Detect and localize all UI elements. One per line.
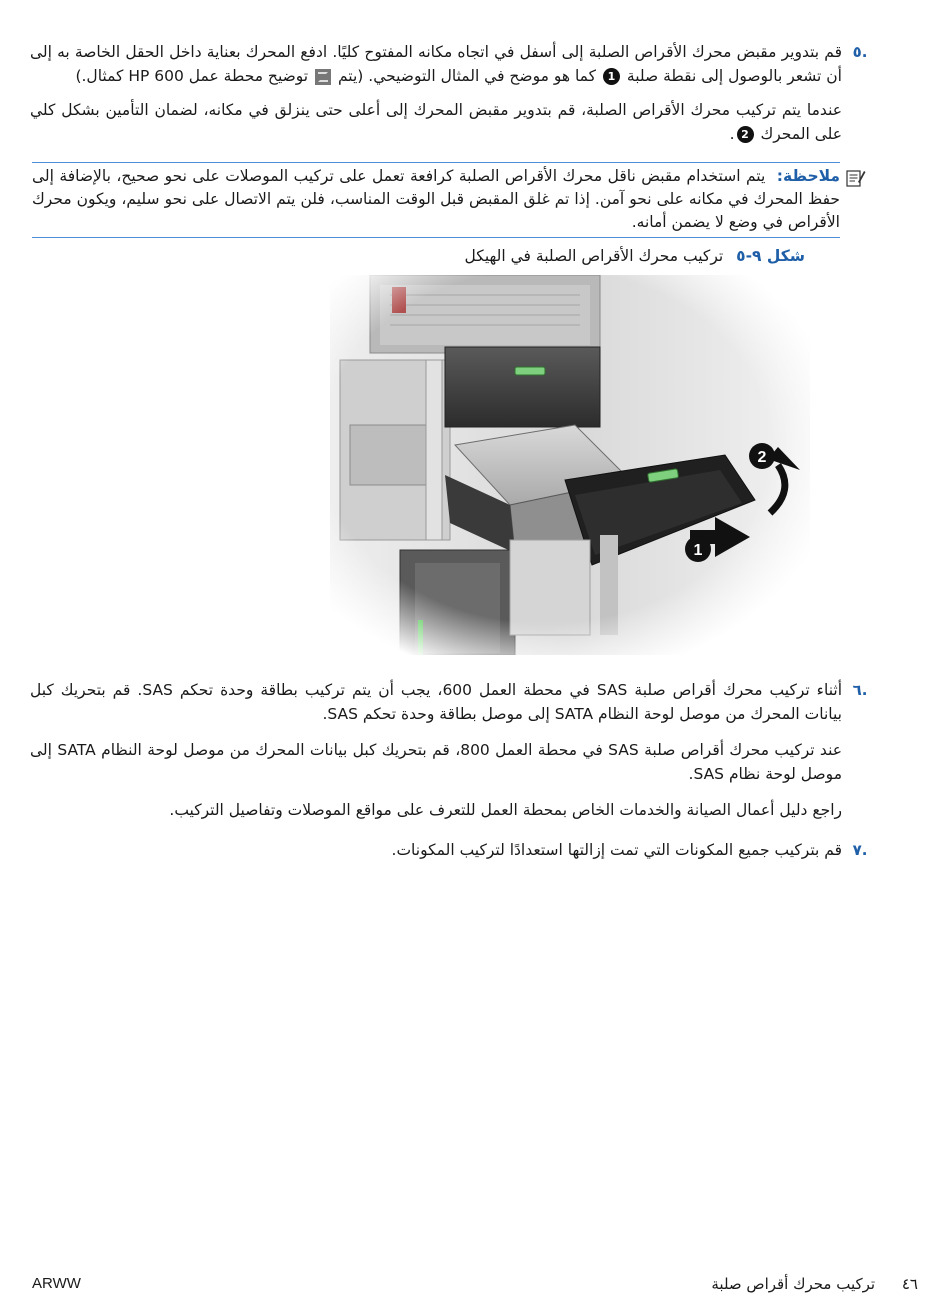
step-7-paragraph-1: قم بتركيب جميع المكونات التي تمت إزالتها استعدادًا لتركيب المكونات. (391, 841, 842, 859)
step-6-paragraph-1: أثناء تركيب محرك أقراص صلبة SAS في محطة العمل 600، يجب أن يتم تركيب بطاقة وحدة تحكم SAS. قم بتحريك كبل بيانات المحرك من موصل لوحة النظام SATA إلى موصل بطاقة وحدة تحكم SAS. (30, 681, 842, 723)
step-5-text-d: عندما يتم تركيب محرك الأقراص الصلبة، قم بتدوير مقبض المحرك إلى أعلى حتى ينزلق في مكانه، لضمان التأمين بشكل كلي على المحرك (30, 101, 842, 143)
callout-marker-2: 2 (737, 126, 754, 143)
step-5-text-c: توضيح محطة عمل HP 600 كمثال.) (75, 67, 309, 85)
figure-label: شكل ٩-٥ (736, 247, 805, 265)
step-5-period: . (729, 125, 735, 143)
step-5-text-a: قم بتدوير مقبض محرك الأقراص الصلبة إلى أسفل في اتجاه مكانه المفتوح كليًا. ادفع المحرك بعناية داخل الحقل الخاصة به إلى أن تشعر بالوصول إلى نقطة صلبة (30, 43, 842, 85)
step-5-text-b: كما هو موضح في المثال التوضيحي. (يتم (337, 67, 597, 85)
note-icon (846, 169, 866, 187)
step-number: .٧ (852, 841, 868, 859)
page-footer (32, 1275, 918, 1299)
figure-callout-1: 1 (693, 542, 703, 559)
callout-marker-1: 1 (603, 68, 620, 85)
page-number: ٤٦ (901, 1275, 918, 1293)
step-6-paragraph-2: عند تركيب محرك أقراص صلبة SAS في محطة العمل 800، قم بتحريك كبل بيانات المحرك من موصل لوحة النظام SATA إلى موصل لوحة نظام SAS. (30, 741, 842, 783)
note-box (32, 162, 840, 238)
step-number: .٥ (852, 43, 868, 61)
note-text: يتم استخدام مقبض ناقل محرك الأقراص الصلبة كرافعة تعمل على تركيب الموصلات على نحو صحيح، بالإضافة إلى حفظ المحرك في مكانه على نحو آمن. إذا تم غلق المقبض قبل الوقت المناسب، فلن يتم الاتصال على نحو سليم، ويكون محرك الأقراص في وضع لا يضمن أمانه. (32, 167, 840, 231)
step-6-paragraph-3: راجع دليل أعمال الصيانة والخدمات الخاص بمحطة العمل للتعرف على مواقع الموصلات وتفاصيل التركيب. (169, 801, 842, 819)
footer-doc-code: ARWW (32, 1275, 81, 1292)
step-6 (30, 678, 868, 822)
footer-section (711, 1275, 918, 1293)
note-label: ملاحظة: (776, 167, 840, 185)
step-number: .٦ (852, 681, 868, 699)
z-workstation-icon (315, 69, 331, 85)
step-5-paragraph-1 (30, 40, 842, 88)
step-5 (30, 40, 868, 146)
hard-drive-installation-illustration (330, 275, 810, 655)
step-5-paragraph-2 (30, 98, 842, 146)
figure-caption (465, 245, 805, 267)
figure-caption-text: تركيب محرك الأقراص الصلبة في الهيكل (464, 247, 724, 265)
figure-callout-2: 2 (757, 449, 767, 466)
footer-section-title: تركيب محرك أقراص صلبة (711, 1275, 876, 1293)
step-7 (30, 838, 868, 862)
